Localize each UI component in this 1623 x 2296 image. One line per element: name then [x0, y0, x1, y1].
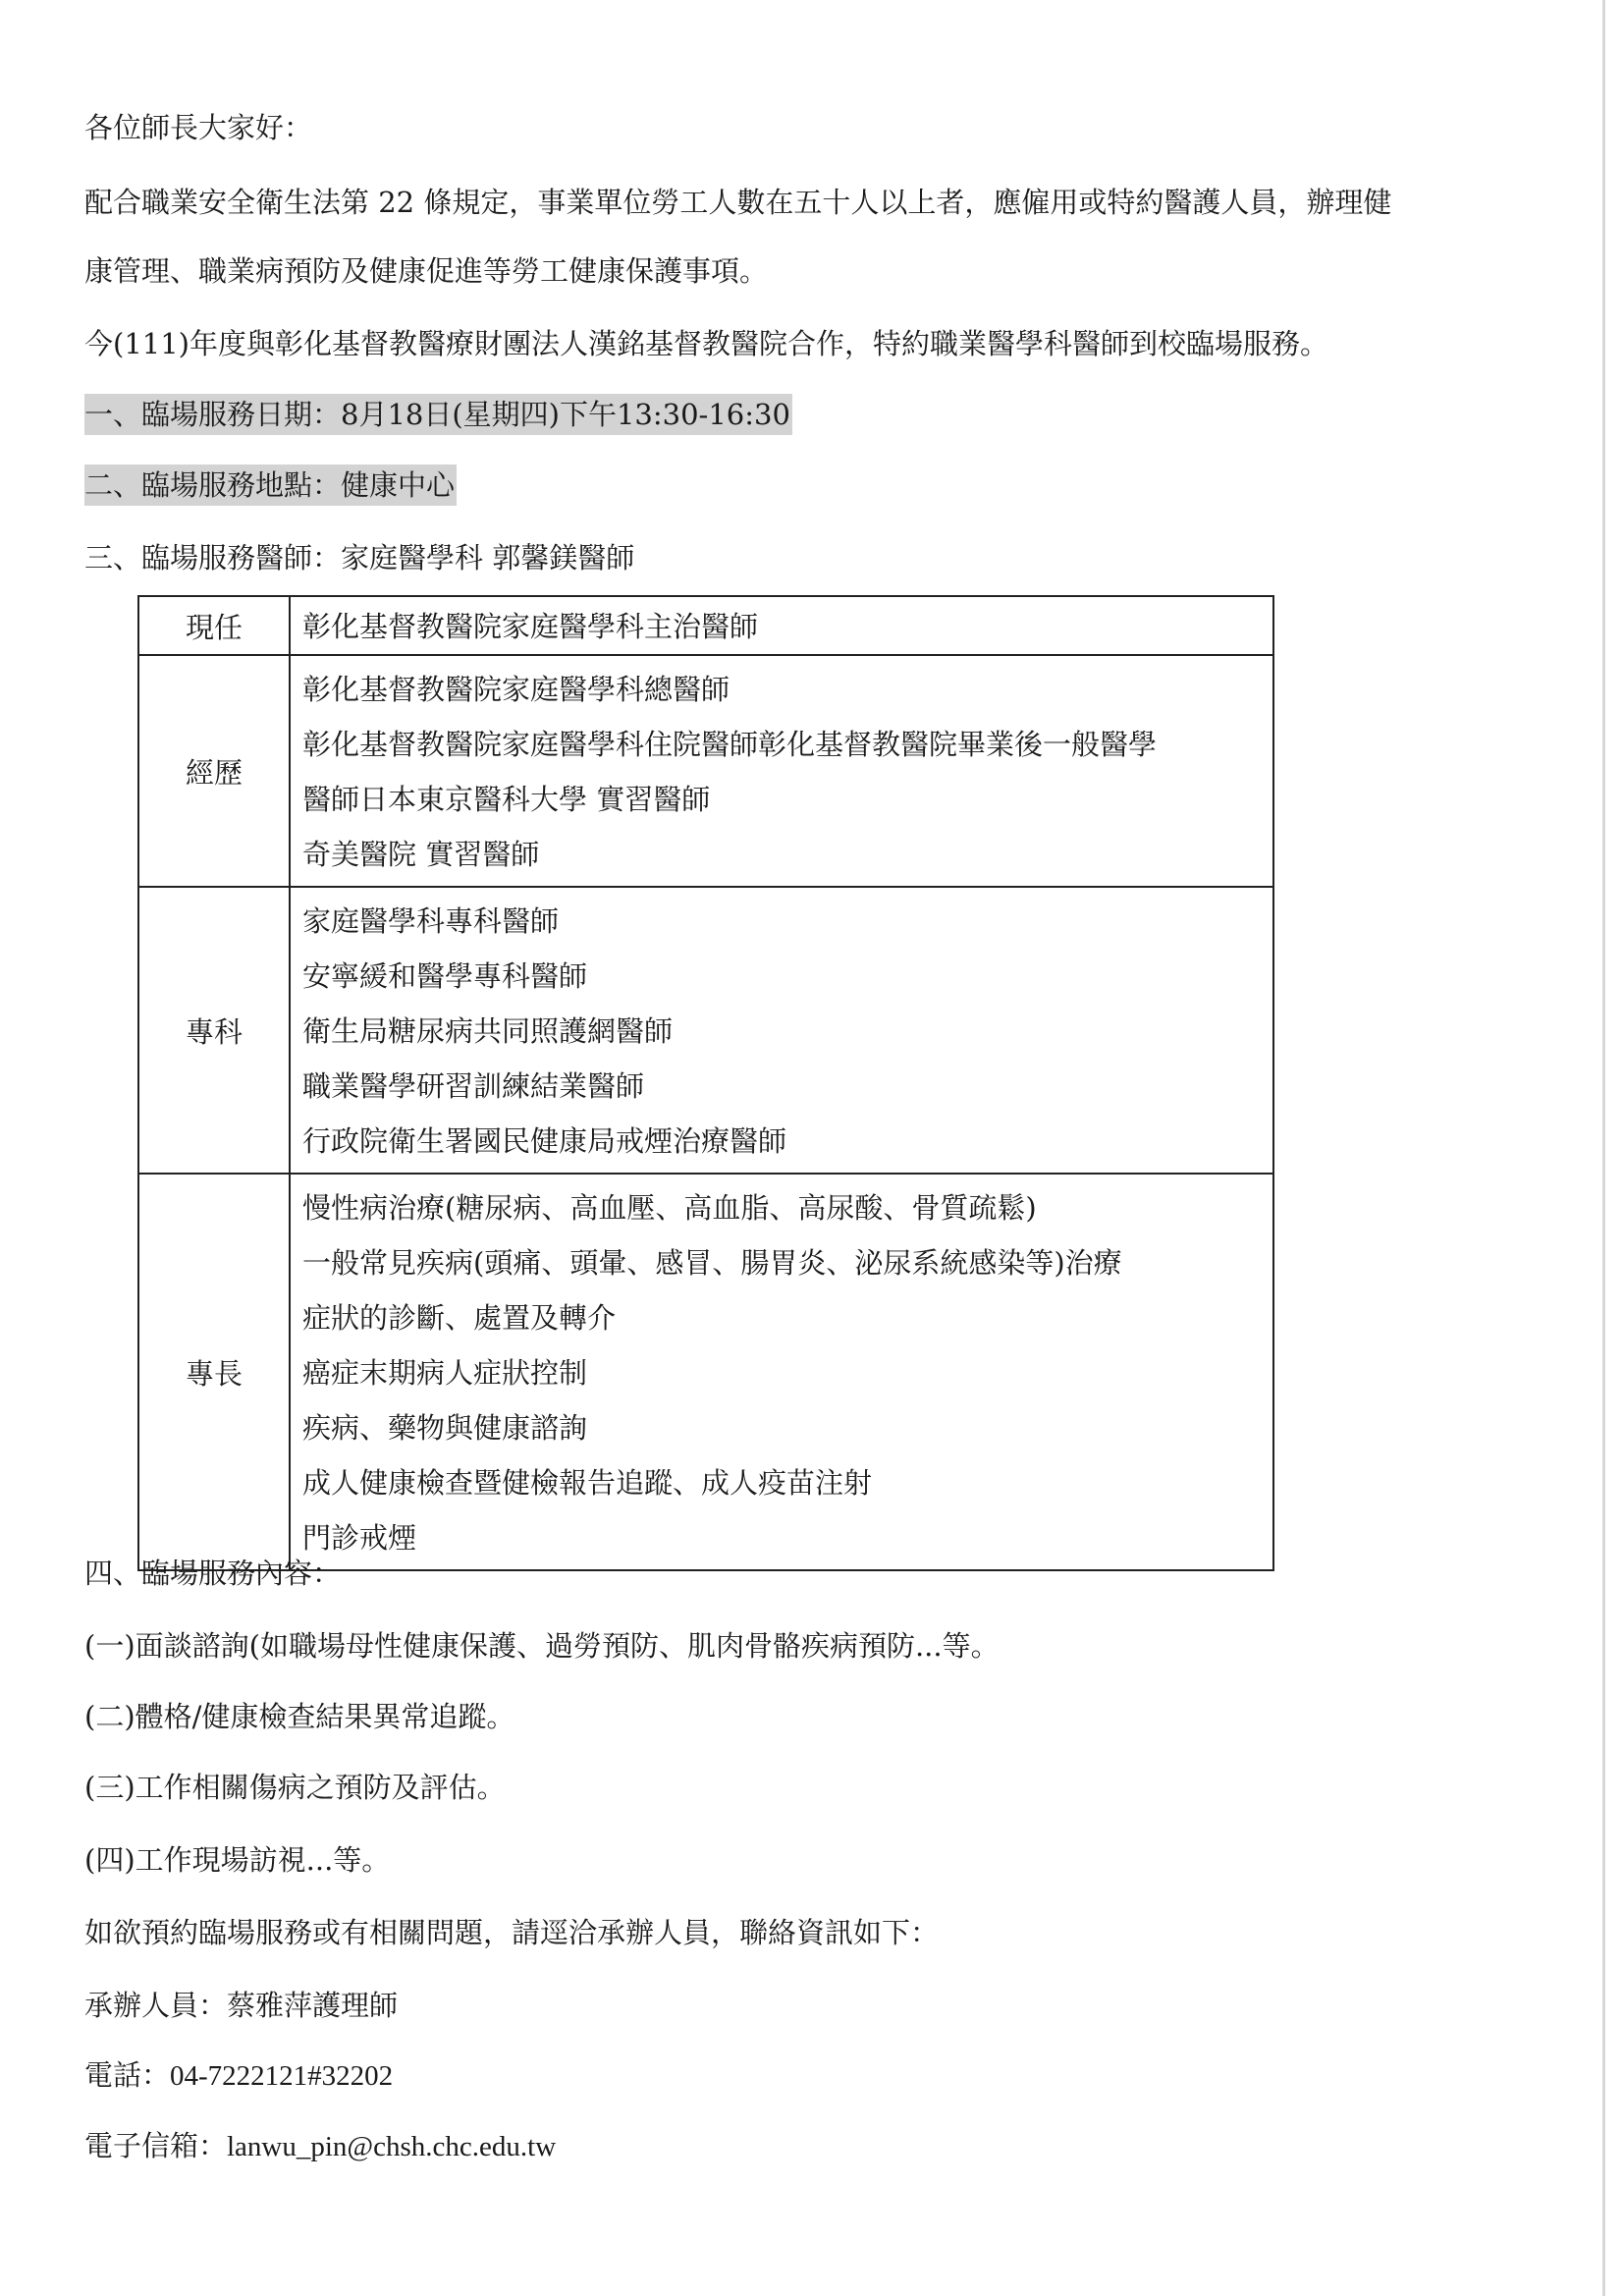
expertise-entry: 症狀的診斷、處置及轉介	[302, 1301, 617, 1335]
table-row-expertise	[138, 1174, 1273, 1570]
contact-note: 如欲預約臨場服務或有相關問題，請逕洽承辦人員，聯絡資訊如下：	[84, 1916, 940, 1949]
table-row-specialty	[138, 887, 1273, 1174]
scan-edge	[1602, 0, 1605, 2296]
doctor-profile-table	[137, 595, 1274, 1571]
contact-email: 電子信箱：lanwu_pin@chsh.chc.edu.tw	[84, 2131, 557, 2162]
row-label-expertise: 專長	[138, 1174, 290, 1570]
intro-line-2: 康管理、職業病預防及健康促進等勞工健康保護事項。	[84, 254, 769, 288]
intro-line-1: 配合職業安全衛生法第 22 條規定，事業單位勞工人數在五十人以上者，應僱用或特約醫護人員，辦理健	[84, 186, 1392, 219]
service-location-text: 二、臨場服務地點：健康中心	[84, 465, 457, 506]
contact-person: 承辦人員：蔡雅萍護理師	[84, 1989, 399, 2022]
experience-entry: 彰化基督教醫院家庭醫學科住院醫師彰化基督教醫院畢業後一般醫學	[302, 728, 1158, 761]
service-date-text: 一、臨場服務日期：8月18日(星期四)下午13:30-16:30	[84, 394, 792, 435]
row-content-expertise	[290, 1174, 1273, 1570]
expertise-entry: 成人健康檢查暨健檢報告追蹤、成人疫苗注射	[302, 1466, 873, 1500]
row-label-current: 現任	[138, 596, 290, 655]
row-content-specialty	[290, 887, 1273, 1174]
experience-entry: 奇美醫院 實習醫師	[302, 838, 540, 871]
specialty-entry: 安寧緩和醫學專科醫師	[302, 959, 588, 993]
specialty-entry: 行政院衛生署國民健康局戒煙治療醫師	[302, 1124, 787, 1158]
service-location	[84, 465, 457, 505]
services-item: (一)面談諮詢(如職場母性健康保護、過勞預防、肌肉骨骼疾病預防...等。	[84, 1629, 1000, 1663]
greeting: 各位師長大家好：	[84, 111, 313, 144]
table-row-experience	[138, 655, 1273, 887]
specialty-entry: 衛生局糖尿病共同照護網醫師	[302, 1014, 674, 1048]
intro-line-3: 今(111)年度與彰化基督教醫療財團法人漢銘基督教醫院合作，特約職業醫學科醫師到校臨場服務。	[84, 327, 1328, 360]
row-label-specialty: 專科	[138, 887, 290, 1174]
experience-entry: 醫師日本東京醫科大學 實習醫師	[302, 783, 711, 816]
expertise-entry: 一般常見疾病(頭痛、頭暈、感冒、腸胃炎、泌尿系統感染等)治療	[302, 1246, 1122, 1280]
services-item: (四)工作現場訪視...等。	[84, 1843, 391, 1877]
row-label-experience: 經歷	[138, 655, 290, 887]
contact-phone: 電話：04-7222121#32202	[84, 2060, 394, 2092]
specialty-entry: 職業醫學研習訓練結業醫師	[302, 1069, 645, 1103]
expertise-entry: 慢性病治療(糖尿病、高血壓、高血脂、高尿酸、骨質疏鬆)	[302, 1191, 1037, 1225]
expertise-entry: 疾病、藥物與健康諮詢	[302, 1411, 588, 1445]
row-content-experience	[290, 655, 1273, 887]
expertise-entry: 門診戒煙	[302, 1521, 417, 1555]
services-heading: 四、臨場服務內容：	[84, 1557, 342, 1590]
current-entry: 彰化基督教醫院家庭醫學科主治醫師	[302, 610, 759, 643]
table-row-current	[138, 596, 1273, 655]
service-doctor: 三、臨場服務醫師：家庭醫學科 郭馨鎂醫師	[84, 541, 635, 574]
services-item: (三)工作相關傷病之預防及評估。	[84, 1771, 506, 1804]
row-content-current	[290, 596, 1273, 655]
expertise-entry: 癌症末期病人症狀控制	[302, 1356, 588, 1390]
services-item: (二)體格/健康檢查結果異常追蹤。	[84, 1700, 515, 1733]
specialty-entry: 家庭醫學科專科醫師	[302, 904, 560, 938]
experience-entry: 彰化基督教醫院家庭醫學科總醫師	[302, 673, 730, 706]
service-date	[84, 395, 792, 434]
